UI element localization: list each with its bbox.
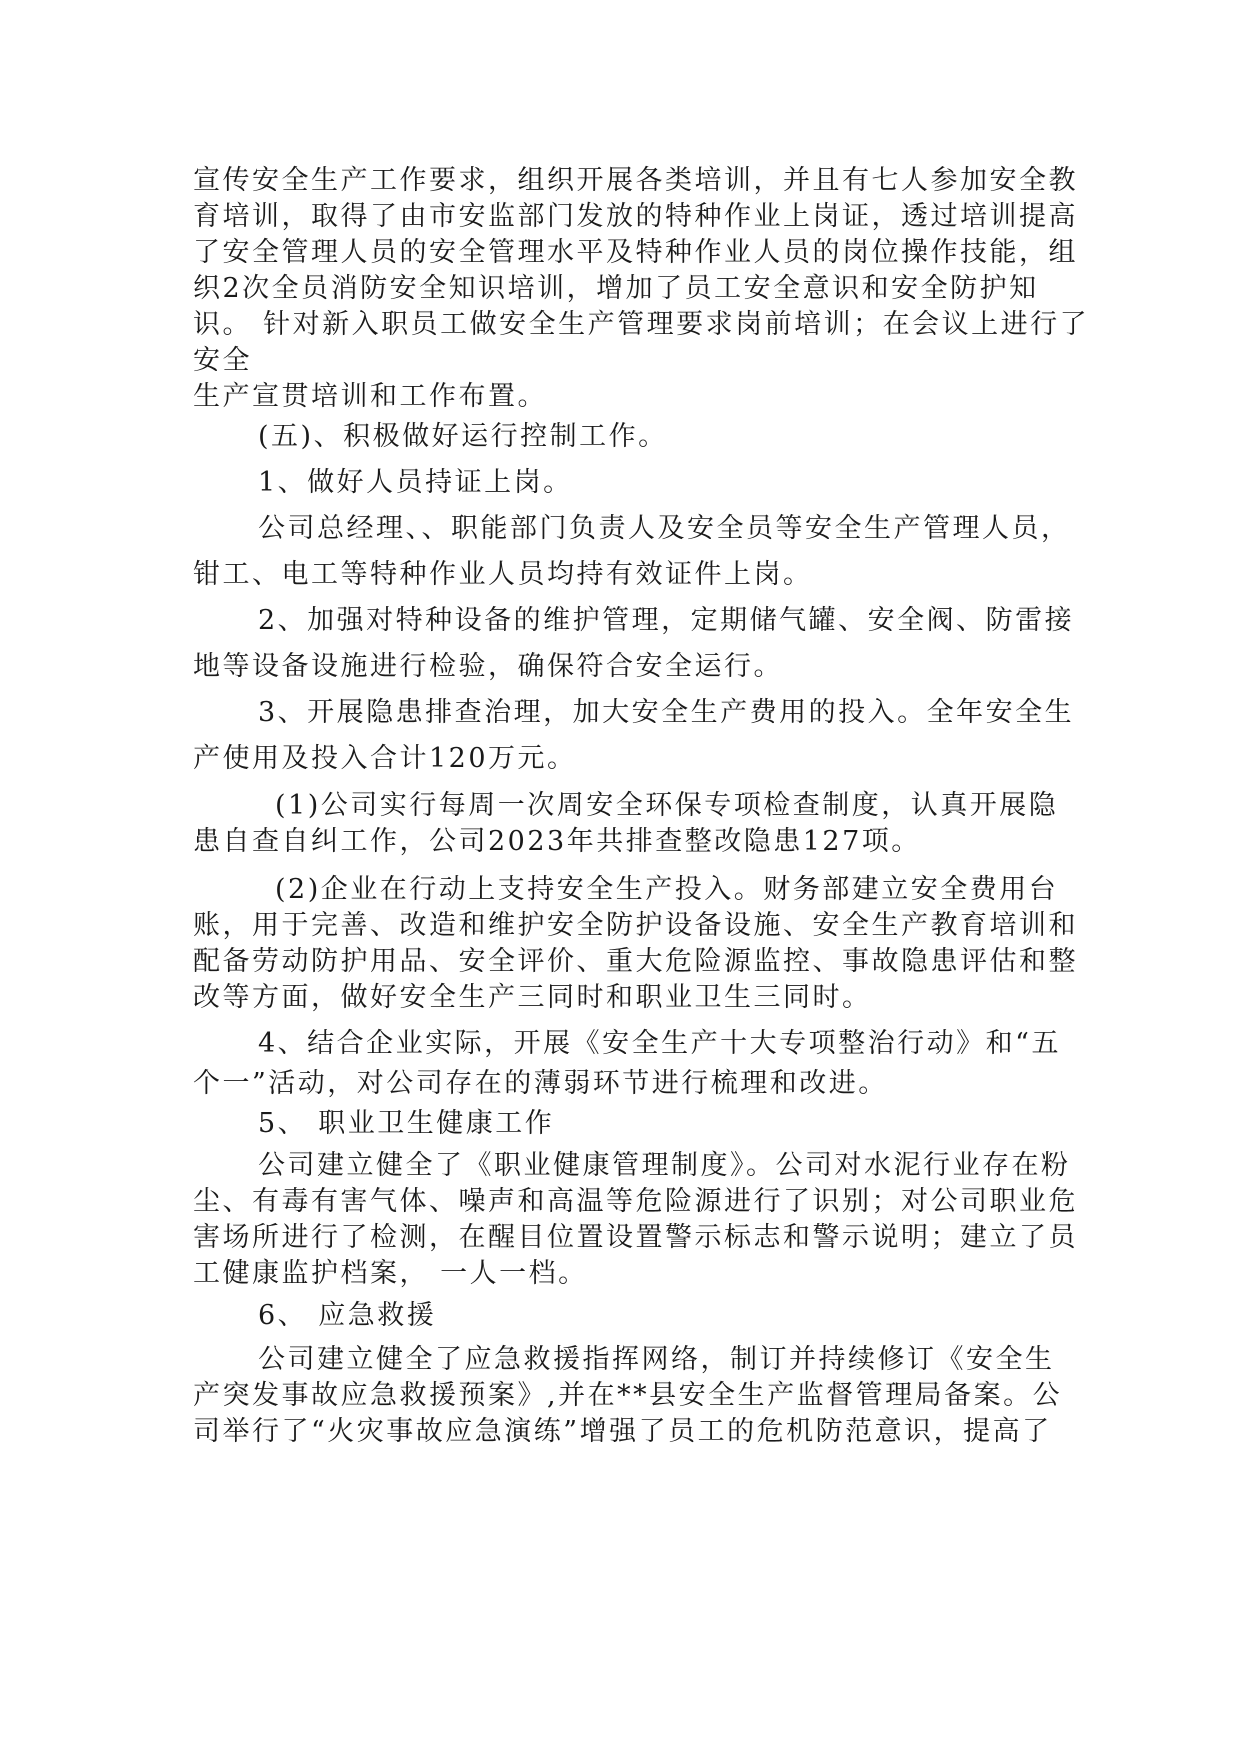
paragraph-line: (1)公司实行每周一次周安全环保专项检查制度，认真开展隐: [275, 790, 1059, 821]
paragraph-line: 产使用及投入合计120万元。: [193, 743, 577, 774]
paragraph-line: 安全: [193, 345, 252, 376]
item-heading: 1、做好人员持证上岗。: [258, 467, 573, 498]
item-heading: 6、 应急救援: [258, 1300, 437, 1331]
paragraph-line: 工健康监护档案， 一人一档。: [193, 1258, 588, 1289]
paragraph-line: 产突发事故应急救援预案》,并在**县安全生产监督管理局备案。公: [193, 1380, 1063, 1411]
section-heading: (五)、积极做好运行控制工作。: [258, 421, 668, 452]
paragraph-line: 了安全管理人员的安全管理水平及特种作业人员的岗位操作技能，组: [193, 237, 1078, 268]
paragraph-line: 公司建立健全了应急救援指挥网络，制订并持续修订《安全生: [258, 1344, 1055, 1375]
paragraph-line: 害场所进行了检测，在醒目位置设置警示标志和警示说明；建立了员: [193, 1222, 1078, 1253]
paragraph-line: 宣传安全生产工作要求，组织开展各类培训，并且有七人参加安全教: [193, 165, 1078, 196]
paragraph-line: 尘、有毒有害气体、噪声和高温等危险源进行了识别；对公司职业危: [193, 1186, 1078, 1217]
item-heading: 5、 职业卫生健康工作: [258, 1108, 555, 1139]
paragraph-line: 生产宣贯培训和工作布置。: [193, 381, 547, 412]
paragraph-line: 个一”活动，对公司存在的薄弱环节进行梳理和改进。: [193, 1068, 888, 1099]
paragraph-line: 钳工、电工等特种作业人员均持有效证件上岗。: [193, 559, 813, 590]
paragraph-line: 账，用于完善、改造和维护安全防护设备设施、安全生产教育培训和: [193, 910, 1078, 941]
paragraph-line: 地等设备设施进行检验，确保符合安全运行。: [193, 651, 783, 682]
paragraph-line: 3、开展隐患排查治理，加大安全生产费用的投入。全年安全生: [258, 697, 1075, 728]
paragraph-line: 育培训，取得了由市安监部门发放的特种作业上岗证，透过培训提高: [193, 201, 1078, 232]
paragraph-line: 配备劳动防护用品、安全评价、重大危险源监控、事故隐患评估和整: [193, 946, 1078, 977]
paragraph-line: 公司建立健全了《职业健康管理制度》。公司对水泥行业存在粉: [258, 1150, 1071, 1181]
paragraph-line: (2)企业在行动上支持安全生产投入。财务部建立安全费用台: [275, 874, 1059, 905]
paragraph-line: 织2次全员消防安全知识培训，增加了员工安全意识和安全防护知: [193, 273, 1039, 304]
paragraph-line: 4、结合企业实际，开展《安全生产十大专项整治行动》和“五: [258, 1028, 1061, 1059]
paragraph-line: 识。 针对新入职员工做安全生产管理要求岗前培训；在会议上进行了: [193, 309, 1090, 340]
paragraph-line: 司举行了“火灾事故应急演练”增强了员工的危机防范意识，提高了: [193, 1416, 1052, 1447]
paragraph-line: 公司总经理、、职能部门负责人及安全员等安全生产管理人员，: [258, 513, 1071, 544]
paragraph-line: 患自查自纠工作，公司2023年共排查整改隐患127项。: [193, 826, 921, 857]
paragraph-line: 改等方面，做好安全生产三同时和职业卫生三同时。: [193, 982, 872, 1013]
paragraph-line: 2、加强对特种设备的维护管理，定期储气罐、安全阀、防雷接: [258, 605, 1075, 636]
